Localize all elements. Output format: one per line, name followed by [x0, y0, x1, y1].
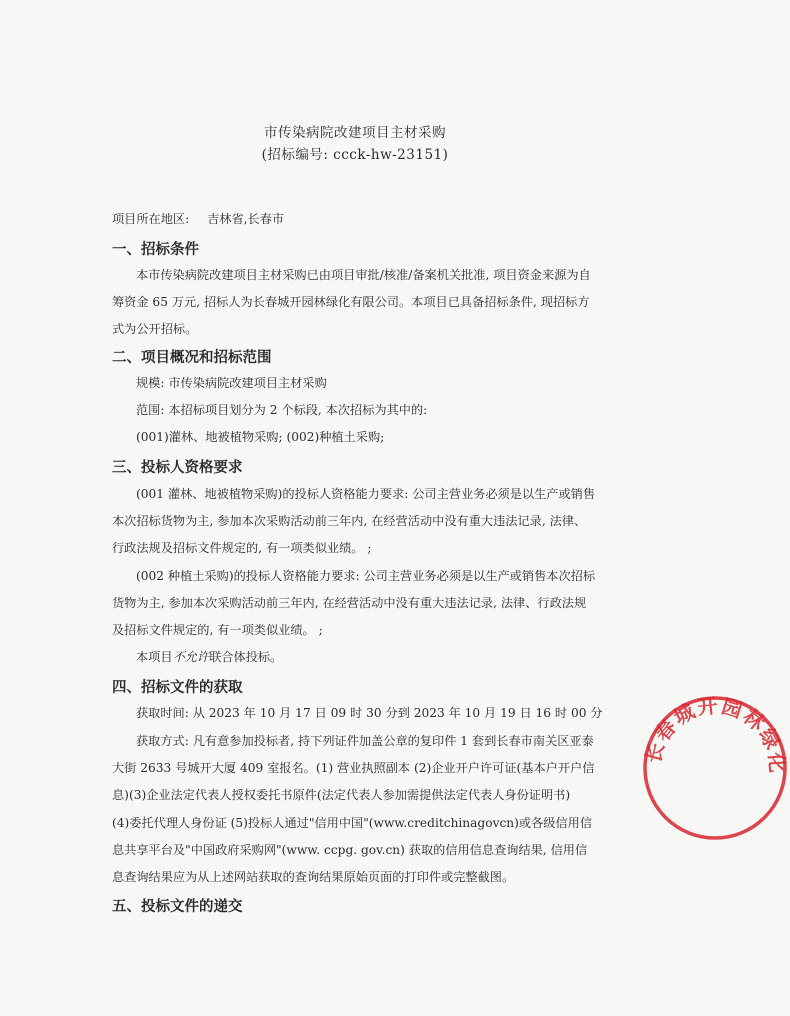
s1-line-2: 筹资金 65 万元, 招标人为长春城开园林绿化有限公司。本项目已具备招标条件, 现招标方 [112, 295, 590, 309]
s3-c-emphasis: 不允许 [172, 650, 210, 664]
s1-line-1: 本市传染病院改建项目主材采购已由项目审批/核准/备案机关批准, 项目资金来源为自 [136, 268, 591, 282]
section-4-heading: 四、招标文件的获取 [112, 680, 243, 696]
s3-b-line-3: 及招标文件规定的, 有一项类似业绩。 ; [112, 623, 323, 637]
s3-a-line-3: 行政法规及招标文件规定的, 有一项类似业绩。 ; [112, 541, 372, 555]
company-seal-icon [640, 690, 790, 840]
s4-time: 获取时间: 从 2023 年 10 月 17 日 09 时 30 分到 2023 年 10 月 19 日 16 时 00 分 [136, 706, 603, 720]
s3-c-pre: 本项目 [136, 650, 173, 664]
s1-line-3: 式为公开招标。 [112, 322, 198, 336]
seal-text: 长春城开园林绿化 [640, 693, 790, 776]
location-value: 吉林省,长春市 [207, 212, 285, 226]
doc-title: 市传染病院改建项目主材采购 [264, 125, 446, 141]
s3-c-post: 联合体投标。 [209, 650, 283, 664]
s4-method-line-6: 息查询结果应为从上述网站获取的查询结果原始页面的打印件或完整截图。 [112, 870, 515, 884]
s4-method-line-1: 获取方式: 凡有意参加投标者, 持下列证件加盖公章的复印件 1 套到长春市南关区亚泰 [136, 734, 594, 748]
section-1-heading: 一、招标条件 [112, 242, 199, 258]
s2-scope: 范围: 本招标项目划分为 2 个标段, 本次招标为其中的: [136, 403, 428, 417]
s3-consortium [136, 649, 636, 665]
section-5-heading: 五、投标文件的递交 [112, 899, 243, 915]
project-location [112, 211, 612, 227]
s4-method-line-4: (4)委托代理人身份证 (5)投标人通过"信用中国"(www.creditchinagovcn)或各级信用信 [112, 816, 593, 830]
s3-a-line-1: (001 灌林、地被植物采购)的投标人资格能力要求: 公司主营业务必须是以生产或销售 [136, 487, 596, 501]
location-label: 项目所在地区: [112, 212, 190, 226]
bid-number: (招标编号: ccck-hw-23151) [261, 147, 449, 163]
s3-a-line-2: 本次招标货物为主, 参加本次采购活动前三年内, 在经营活动中没有重大违法记录, 法律、 [112, 514, 587, 528]
s2-lots: (001)灌林、地被植物采购; (002)种植土采购; [136, 430, 385, 444]
s2-scale: 规模: 市传染病院改建项目主材采购 [136, 376, 327, 390]
s4-method-line-5: 息共享平台及"中国政府采购网"(www. ccpg. gov.cn) 获取的信用信息查询结果, 信用信 [112, 843, 588, 857]
section-2-heading: 二、项目概况和招标范围 [112, 350, 272, 366]
s4-method-line-2: 大街 2633 号城开大厦 409 室报名。(1) 营业执照副本 (2)企业开户许可证(基本户开户信 [112, 761, 595, 775]
s3-b-line-1: (002 种植土采购)的投标人资格能力要求: 公司主营业务必须是以生产或销售本次招标 [136, 569, 596, 583]
svg-text:长春城开园林绿化 [641, 693, 790, 775]
section-3-heading: 三、投标人资格要求 [112, 460, 243, 476]
s4-method-line-3: 息)(3)企业法定代表人授权委托书原件(法定代表人参加需提供法定代表人身份证明书) [112, 788, 571, 802]
s3-b-line-2: 货物为主, 参加本次采购活动前三年内, 在经营活动中没有重大违法记录, 法律、行政法规 [112, 596, 587, 610]
